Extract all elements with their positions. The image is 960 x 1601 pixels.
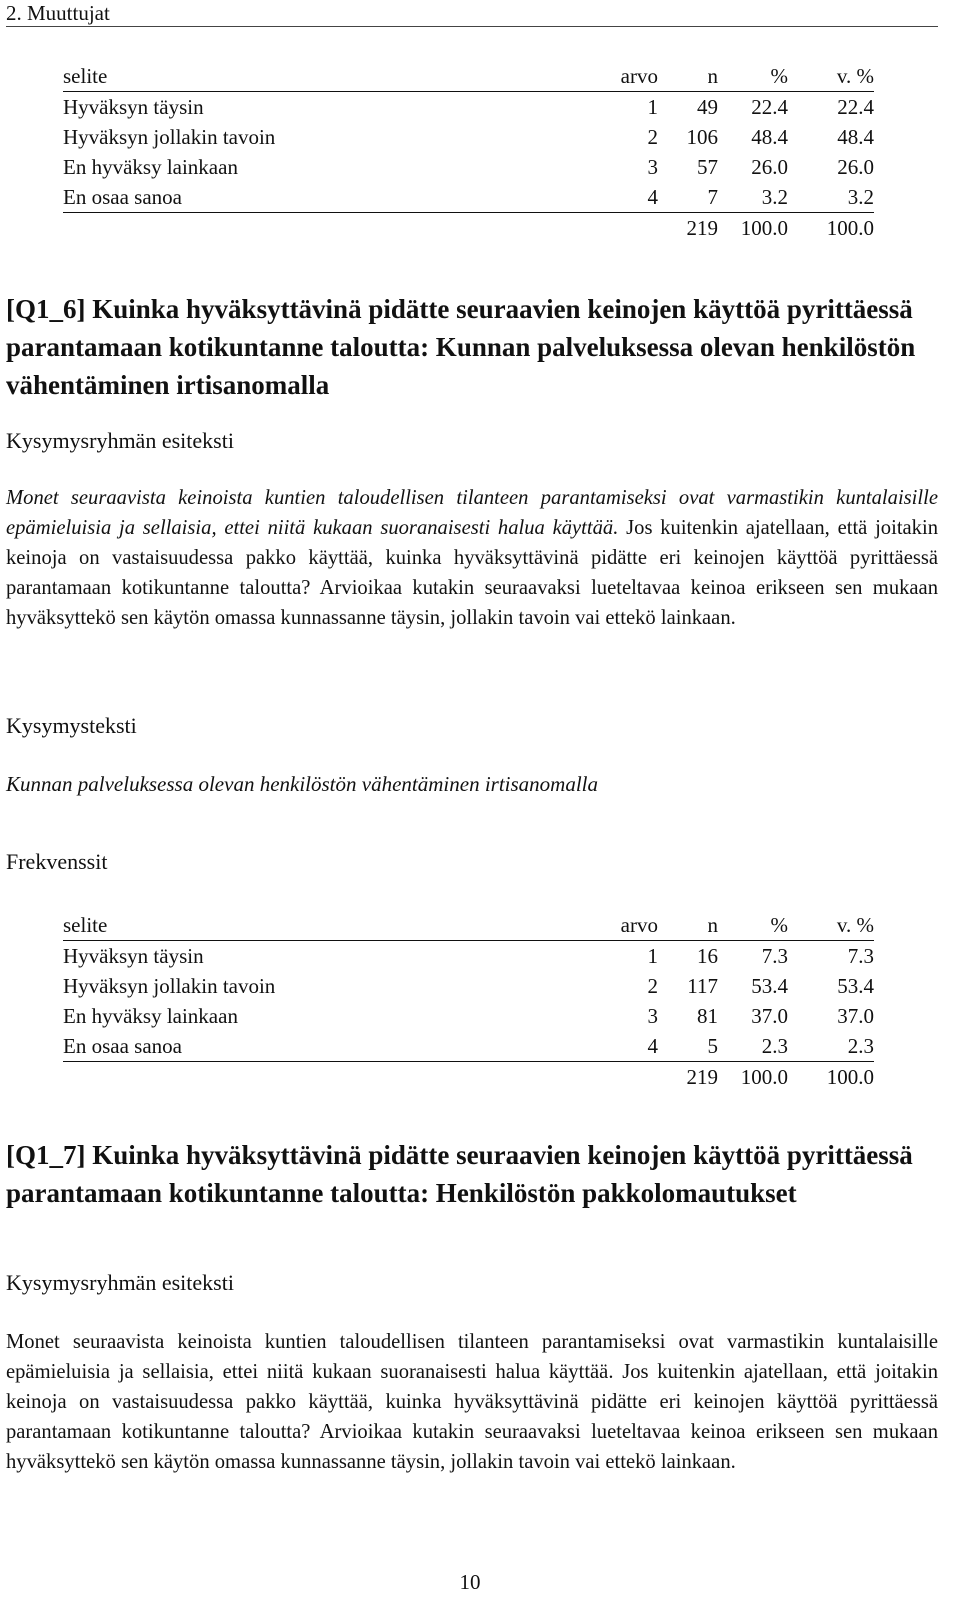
frequencies-heading-q1-6: Frekvenssit [6, 849, 108, 874]
row-pct: 2.3 [761, 1034, 788, 1058]
row-label: En osaa sanoa [63, 185, 182, 209]
row-arvo: 1 [647, 944, 658, 968]
table-total-row [63, 1062, 874, 1093]
total-n: 219 [686, 1065, 718, 1089]
row-vpct: 7.3 [847, 944, 874, 968]
group-heading-q1-7: Kysymysryhmän esiteksti [6, 1270, 234, 1295]
row-arvo: 2 [647, 974, 658, 998]
row-n: 49 [697, 95, 718, 119]
row-pct: 7.3 [761, 944, 788, 968]
column-header-label: selite [63, 913, 108, 937]
column-header-vpct: v. % [836, 913, 874, 937]
row-label: Hyväksyn täysin [63, 95, 204, 119]
column-header-n: n [707, 913, 718, 937]
row-pct: 3.2 [761, 185, 788, 209]
row-pct: 22.4 [751, 95, 788, 119]
running-header: 2. Muuttujat [6, 1, 110, 25]
row-arvo: 2 [647, 125, 658, 149]
row-n: 57 [697, 155, 718, 179]
table-header-row [63, 61, 874, 92]
row-pct: 53.4 [751, 974, 788, 998]
section-title-q1-6: [Q1_6] Kuinka hyväksyttävinä pidätte seuraavien keinojen käyttöä pyrittäessä parantamaan kotikuntanne taloutta: Kunnan palveluksessa olevan henkilöstön vähentäminen irtisanomalla [6, 294, 916, 400]
row-label: Hyväksyn jollakin tavoin [63, 125, 276, 149]
row-arvo: 4 [647, 185, 658, 209]
frequency-table-q1-5 [63, 61, 874, 243]
total-pct: 100.0 [740, 216, 788, 240]
column-header-arvo: arvo [620, 64, 658, 88]
table-row [63, 182, 874, 213]
row-vpct: 48.4 [837, 125, 874, 149]
total-vpct: 100.0 [826, 216, 874, 240]
row-arvo: 1 [647, 95, 658, 119]
page-number: 10 [459, 1570, 481, 1594]
row-n: 16 [697, 944, 718, 968]
column-header-label: selite [63, 64, 108, 88]
column-header-pct: % [770, 913, 788, 937]
row-n: 7 [707, 185, 718, 209]
total-pct: 100.0 [740, 1065, 788, 1089]
group-heading-q1-6: Kysymysryhmän esiteksti [6, 428, 234, 453]
section-title-q1-7: [Q1_7] Kuinka hyväksyttävinä pidätte seuraavien keinojen käyttöä pyrittäessä parantamaan kotikuntanne taloutta: Henkilöstön pakkolomautukset [6, 1140, 913, 1208]
total-vpct: 100.0 [826, 1065, 874, 1089]
table-row [63, 1031, 874, 1062]
group-pretext-q1-7: Monet seuraavista keinoista kuntien taloudellisen tilanteen parantamiseksi ovat varmastikin kuntalaisille epämieluisia ja sellaisia, ettei niitä kukaan suoranaisesti halua käyttää. Jos kuitenkin ajatellaan, että joitakin keinoja on vastaisuudessa pakko käyttää, kuinka hyväksyttävinä pidätte eri keinojen käyttöä pyrittäessä parantamaan kotikuntanne taloutta? Arvioikaa kutakin seuraavaksi lueteltavaa keinoa erikseen sen mukaan hyväksyttekö sen käytön omassa kunnassanne täysin, jollakin tavoin vai ettekö lainkaan. [6, 1331, 938, 1473]
row-arvo: 3 [647, 1004, 658, 1028]
frequency-table-q1-6 [63, 910, 874, 1092]
question-text-q1-6: Kunnan palveluksessa olevan henkilöstön vähentäminen irtisanomalla [6, 772, 598, 796]
column-header-n: n [707, 64, 718, 88]
row-pct: 37.0 [751, 1004, 788, 1028]
table-row [63, 122, 874, 152]
row-n: 106 [686, 125, 718, 149]
row-label: Hyväksyn jollakin tavoin [63, 974, 276, 998]
table-header-row [63, 910, 874, 941]
question-heading-q1-6: Kysymysteksti [6, 713, 137, 738]
row-vpct: 2.3 [847, 1034, 874, 1058]
table-row [63, 1001, 874, 1031]
group-pretext-q1-6 [6, 483, 938, 633]
total-n: 219 [686, 216, 718, 240]
row-arvo: 3 [647, 155, 658, 179]
row-vpct: 3.2 [847, 185, 874, 209]
row-arvo: 4 [647, 1034, 658, 1058]
row-n: 81 [697, 1004, 718, 1028]
row-n: 5 [707, 1034, 718, 1058]
row-pct: 48.4 [751, 125, 788, 149]
table-total-row [63, 213, 874, 244]
column-header-vpct: v. % [836, 64, 874, 88]
row-vpct: 26.0 [837, 155, 874, 179]
row-vpct: 53.4 [837, 974, 874, 998]
table-row [63, 971, 874, 1001]
row-vpct: 22.4 [837, 95, 874, 119]
row-label: En hyväksy lainkaan [63, 155, 238, 179]
group-pretext-italic: Monet seuraavista keinoista kuntien taloudellisen tilanteen parantamiseksi ovat varmastikin kuntalaisille epämieluisia ja sellaisia, ettei niitä kukaan suoranaisesti halua käyttää. [6, 487, 938, 539]
column-header-pct: % [770, 64, 788, 88]
row-label: En hyväksy lainkaan [63, 1004, 238, 1028]
group-pretext-plain: Jos kuitenkin ajatellaan, että joitakin keinoja on vastaisuudessa pakko käyttää, kuinka hyväksyttävinä pidätte eri keinojen käyttöä pyrittäessä parantamaan kotikuntanne taloutta? Arvioikaa kutakin seuraavaksi lueteltavaa keinoa erikseen sen mukaan hyväksyttekö sen käytön omassa kunnassanne täysin, jollakin tavoin vai ettekö lainkaan. [6, 517, 938, 629]
table-row [63, 152, 874, 182]
header-rule [6, 26, 938, 27]
row-vpct: 37.0 [837, 1004, 874, 1028]
column-header-arvo: arvo [620, 913, 658, 937]
row-pct: 26.0 [751, 155, 788, 179]
row-n: 117 [687, 974, 718, 998]
table-row [63, 92, 874, 123]
row-label: En osaa sanoa [63, 1034, 182, 1058]
table-row [63, 941, 874, 972]
row-label: Hyväksyn täysin [63, 944, 204, 968]
